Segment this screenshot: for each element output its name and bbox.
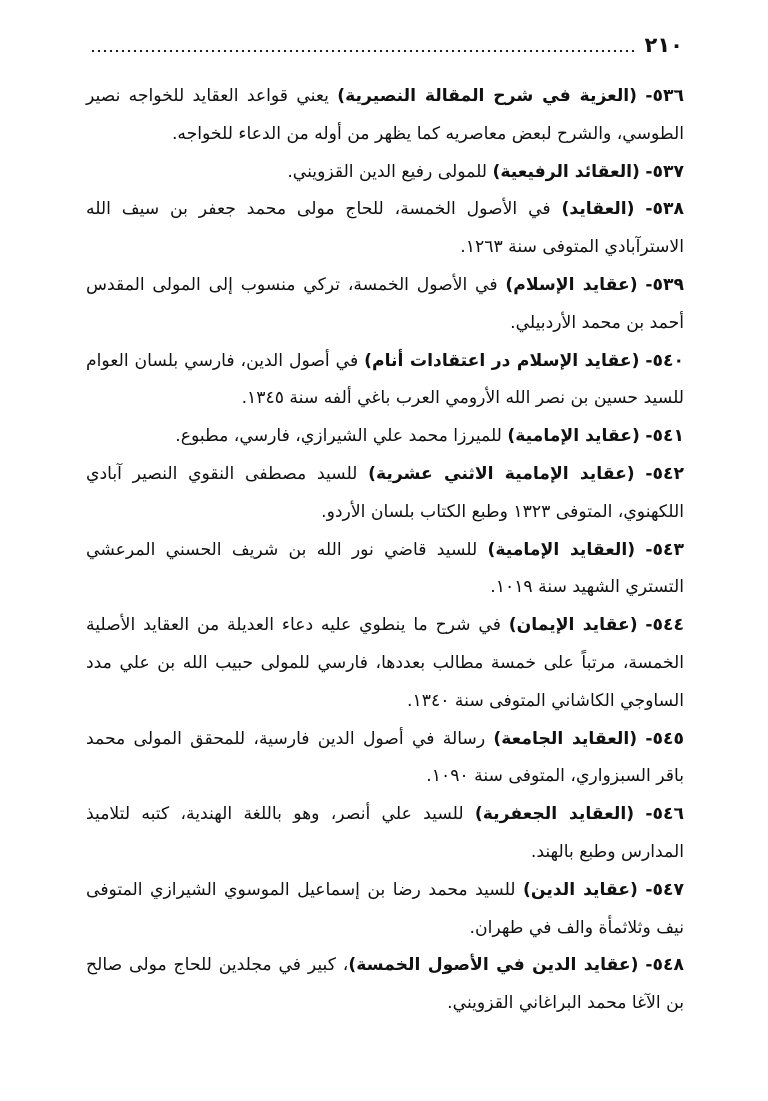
entry-text: في الأصول الخمسة، للحاج مولى محمد جعفر بن سيف الله الاسترآبادي المتوفى سنة ١٢٦٣. — [86, 199, 684, 258]
entry-title: (العقائد الرفيعية) — [492, 161, 640, 182]
entry-text: ، كبير في مجلدين للحاج مولى صالح بن الآغا محمد البراغاني القزويني. — [86, 955, 684, 1014]
entry-number: ٥٣٦- — [645, 86, 684, 106]
entry-number: ٥٣٧- — [645, 161, 684, 182]
entry-537 — [86, 154, 684, 192]
entry-title: (عقايد الإسلام) — [505, 274, 638, 295]
entry-number: ٥٤٤- — [645, 615, 685, 636]
entry-number: ٥٤٣- — [645, 539, 685, 560]
entry-title: (العزية في شرح المقالة النصيرية) — [337, 86, 638, 106]
entry-number: ٥٤٦- — [645, 804, 685, 825]
entry-number: ٥٣٨- — [645, 199, 685, 220]
entry-text: للسيد محمد رضا بن إسماعيل الموسوي الشيرازي المتوفى نيف وثلاثمأة والف في طهران. — [86, 879, 684, 938]
entry-544 — [86, 607, 684, 720]
entry-541 — [86, 418, 684, 456]
entry-title: (عقايد الدين) — [523, 879, 638, 900]
entry-title: (عقايد الإيمان) — [508, 615, 638, 636]
entry-text: رسالة في أصول الدين فارسية، للمحقق المولى محمد باقر السبزواري، المتوفى سنة ١٠٩٠. — [86, 728, 684, 787]
entry-text: للسيد علي أنصر، وهو باللغة الهندية، كتبه لتلاميذ المدارس وطبع بالهند. — [86, 804, 684, 862]
entry-text: في أصول الدين، فارسي بلسان العوام للسيد حسين بن نصر الله الأرومي العرب باغي ألفه سنة ١٣٤٥. — [86, 350, 684, 409]
entry-536 — [86, 78, 684, 154]
entry-title: (عقايد الدين في الأصول الخمسة) — [348, 955, 639, 976]
entry-title: (العقايد الجعفرية) — [474, 804, 635, 825]
entry-title: (العقايد الإمامية) — [487, 539, 636, 560]
entry-text: للسيد قاضي نور الله بن شريف الحسني المرعشي التستري الشهيد سنة ١٠١٩. — [86, 539, 684, 598]
entry-548 — [86, 947, 684, 1023]
entry-number: ٥٤٨- — [645, 955, 685, 976]
entry-title: (العقايد) — [561, 199, 635, 220]
entry-text: في شرح ما ينطوي عليه دعاء العديلة من العقايد الأصلية الخمسة، مرتباً على خمسة مطالب بعددها، فارسي للمولى حبيب الله بن علي مدد الساوجي الكاشاني المتوفى سنة ١٣٤٠. — [86, 615, 684, 711]
entry-number: ٥٤٥- — [645, 728, 684, 749]
entry-542 — [86, 456, 684, 532]
entry-text: للميرزا محمد علي الشيرازي، فارسي، مطبوع. — [175, 426, 502, 447]
entry-text: للمولى رفيع الدين القزويني. — [287, 161, 488, 182]
entry-545 — [86, 721, 684, 797]
page-number: ٢١٠ — [644, 33, 683, 57]
entry-546 — [86, 796, 684, 872]
entry-number: ٥٣٩- — [645, 274, 684, 295]
page-header — [90, 30, 683, 60]
entry-540 — [86, 343, 684, 419]
dotted-rule — [90, 50, 635, 52]
entry-number: ٥٤٠- — [645, 350, 685, 371]
entry-title: (العقايد الجامعة) — [493, 728, 638, 749]
entry-title: (عقايد الإمامية) — [507, 426, 640, 447]
entry-text: في الأصول الخمسة، تركي منسوب إلى المولى المقدس أحمد بن محمد الأردبيلي. — [86, 274, 684, 333]
entry-547 — [86, 872, 684, 948]
entries-list — [86, 78, 684, 1023]
entry-number: ٥٤٧- — [645, 879, 684, 900]
entry-title: (عقايد الإسلام در اعتقادات أنام) — [364, 350, 640, 371]
entry-text: يعني قواعد العقايد للخواجه نصير الطوسي، والشرح لبعض معاصريه كما يظهر من أوله من الدعاء للخواجه. — [86, 86, 684, 144]
entry-title: (عقايد الإمامية الاثني عشرية) — [368, 463, 635, 484]
entry-number: ٥٤٢- — [645, 463, 684, 484]
entry-543 — [86, 532, 684, 608]
entry-538 — [86, 191, 684, 267]
entry-text: للسيد مصطفى النقوي النصير آبادي اللكهنوي، المتوفى ١٣٢٣ وطبع الكتاب بلسان الأردو. — [86, 463, 684, 522]
entry-539 — [86, 267, 684, 343]
entry-number: ٥٤١- — [645, 426, 684, 447]
